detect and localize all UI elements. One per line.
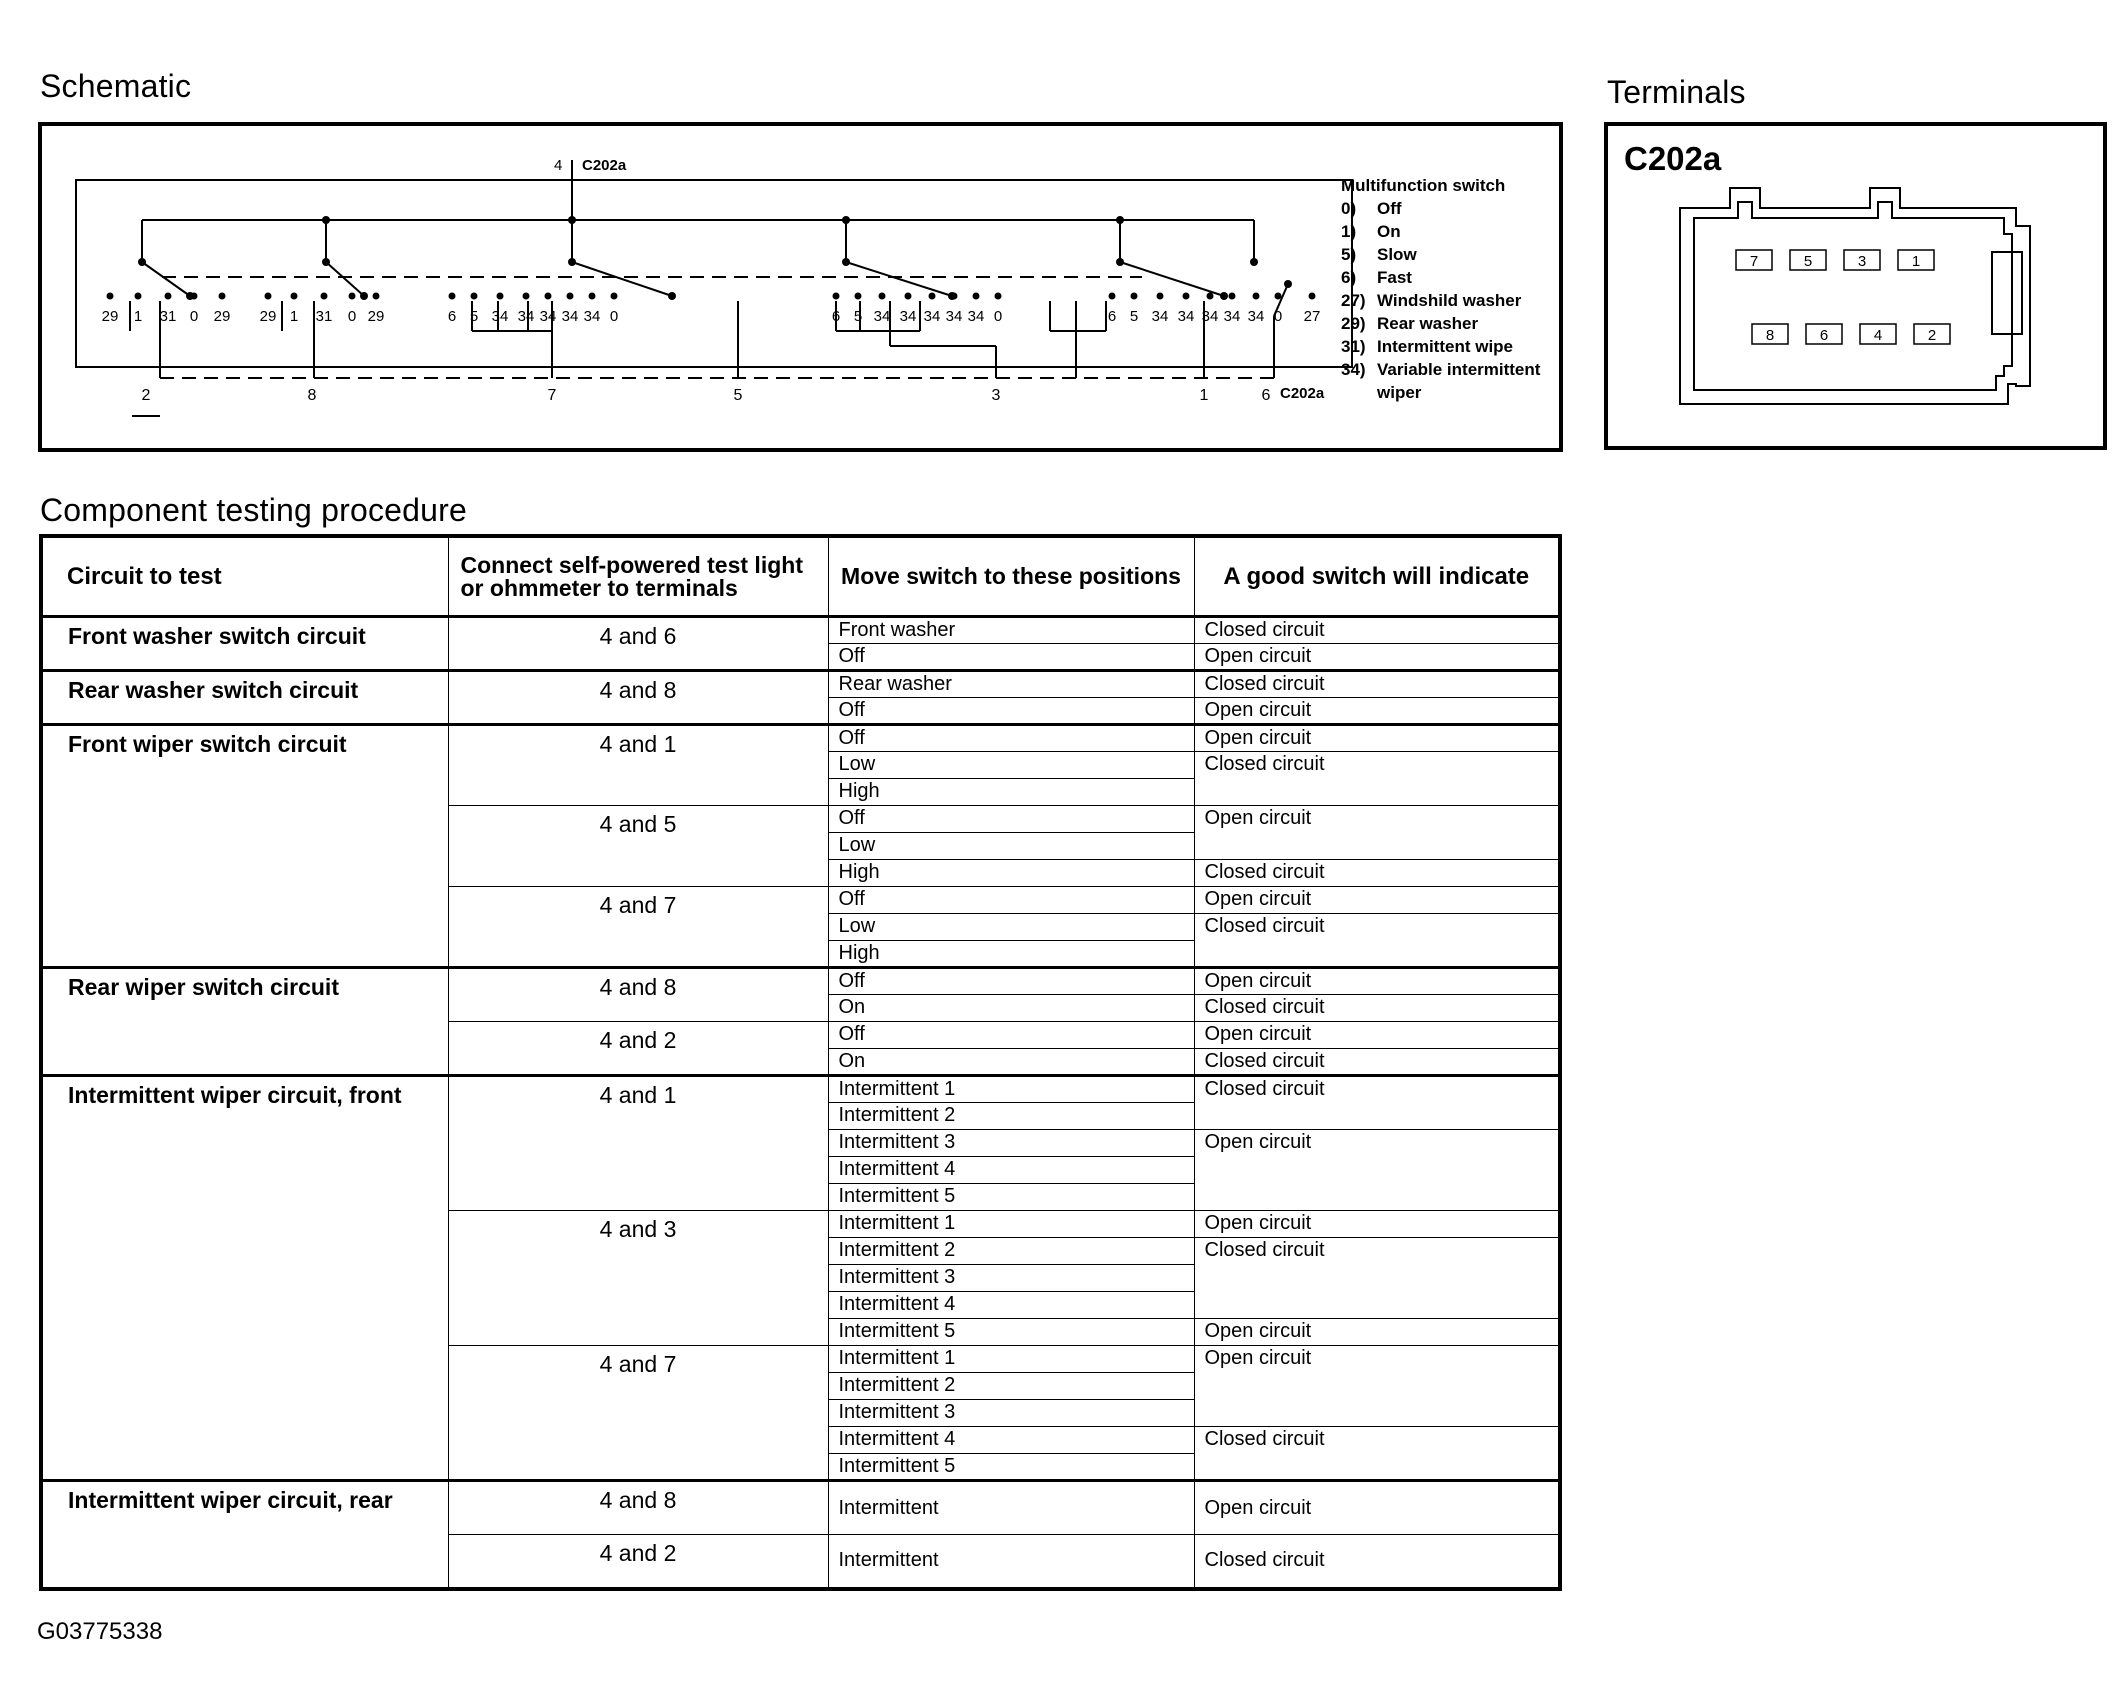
connector-top-pin: 4 — [554, 157, 563, 174]
terminal-number-label: 34 — [873, 308, 891, 325]
position-cell: High — [828, 779, 1194, 806]
indication-cell: Open circuit — [1194, 698, 1560, 725]
position-cell: Rear washer — [828, 671, 1194, 698]
legend-title: Multifunction switch — [1341, 176, 1506, 195]
contact-dot — [219, 293, 226, 300]
pin-number: 2 — [1927, 327, 1937, 344]
connector-pin-label: 2 — [141, 387, 151, 404]
terminals-cell: 4 and 1 — [448, 1076, 828, 1211]
col-header-terminals: Connect self-powered test light or ohmmeter to terminals — [448, 536, 828, 617]
legend-item — [1341, 360, 1540, 380]
legend-item-label: Intermittent wipe — [1377, 337, 1514, 356]
position-cell: Off — [828, 725, 1194, 752]
connector-pin-label: 6 — [1261, 387, 1271, 404]
contact-dot — [1109, 293, 1116, 300]
terminal-connector-name: C202a — [1624, 140, 1722, 177]
terminals-cell: 4 and 5 — [448, 806, 828, 887]
terminal-number-label: 34 — [1151, 308, 1169, 325]
connector-top-name: C202a — [582, 157, 627, 174]
schematic-panel — [38, 122, 1563, 452]
terminal-number-label: 34 — [517, 308, 535, 325]
position-cell: Off — [828, 968, 1194, 995]
connector-pin-label: 1 — [1199, 387, 1209, 404]
contact-dot — [973, 293, 980, 300]
terminal-number-label: 6 — [831, 308, 841, 325]
terminal-number-label: 34 — [583, 308, 601, 325]
contact-dot — [349, 293, 356, 300]
contact-dot — [497, 293, 504, 300]
terminal-number-label: 6 — [1107, 308, 1117, 325]
position-cell: Intermittent 2 — [828, 1238, 1194, 1265]
legend-item — [1341, 268, 1412, 288]
position-cell: Low — [828, 752, 1194, 779]
contact-dot — [107, 293, 114, 300]
terminal-number-label: 34 — [1223, 308, 1241, 325]
circuit-cell: Rear washer switch circuit — [41, 671, 448, 725]
terminal-number-label: 31 — [315, 308, 333, 325]
position-cell: Low — [828, 833, 1194, 860]
contact-dot — [1131, 293, 1138, 300]
position-cell: Intermittent 5 — [828, 1319, 1194, 1346]
position-cell: Off — [828, 644, 1194, 671]
connector-face-diagram — [1608, 126, 2103, 446]
connector-bottom-name: C202a — [1280, 385, 1325, 402]
col-header-positions: Move switch to these positions — [828, 536, 1194, 617]
indication-cell: Closed circuit — [1194, 617, 1560, 644]
terminal-number-label: 6 — [447, 308, 457, 325]
terminal-number-label: 34 — [1247, 308, 1265, 325]
terminal-number-label: 34 — [923, 308, 941, 325]
terminal-number-label: 0 — [347, 308, 357, 325]
table-row — [41, 725, 1560, 752]
pin-number: 6 — [1819, 327, 1829, 344]
position-cell: Off — [828, 698, 1194, 725]
terminal-number-label: 29 — [259, 308, 277, 325]
contact-dot — [1275, 293, 1282, 300]
position-cell: Front washer — [828, 617, 1194, 644]
pin-number: 5 — [1803, 253, 1813, 270]
contact-dot — [567, 293, 574, 300]
contact-dot — [191, 293, 198, 300]
terminal-number-label: 34 — [967, 308, 985, 325]
contact-dot — [291, 293, 298, 300]
legend-item-label: Variable intermittent — [1377, 360, 1541, 379]
indication-cell: Open circuit — [1194, 1319, 1560, 1346]
legend-item — [1341, 291, 1521, 311]
indication-cell: Open circuit — [1194, 806, 1560, 860]
legend-item-label: Off — [1377, 199, 1402, 218]
contact-dot — [833, 293, 840, 300]
terminal-number-label: 34 — [539, 308, 557, 325]
legend-item — [1341, 337, 1513, 357]
contact-dot — [449, 293, 456, 300]
contact-dot — [135, 293, 142, 300]
position-cell: Intermittent 2 — [828, 1103, 1194, 1130]
terminals-cell: 4 and 7 — [448, 1346, 828, 1481]
position-cell: Intermittent 5 — [828, 1184, 1194, 1211]
contact-dot — [929, 293, 936, 300]
terminal-number-label: 1 — [133, 308, 143, 325]
pin-number: 7 — [1749, 253, 1759, 270]
contact-dot — [165, 293, 172, 300]
position-cell: Off — [828, 1022, 1194, 1049]
indication-cell: Open circuit — [1194, 644, 1560, 671]
position-cell: Intermittent 5 — [828, 1454, 1194, 1481]
terminal-number-label: 34 — [491, 308, 509, 325]
terminal-number-label: 34 — [561, 308, 579, 325]
figure-id: G03775338 — [37, 1618, 163, 1645]
position-cell: High — [828, 860, 1194, 887]
terminal-number-label: 34 — [1177, 308, 1195, 325]
terminal-number-label: 0 — [189, 308, 199, 325]
terminal-number-label: 0 — [993, 308, 1003, 325]
legend-item — [1341, 245, 1417, 265]
terminals-cell: 4 and 7 — [448, 887, 828, 968]
contact-dot — [905, 293, 912, 300]
terminals-panel — [1604, 122, 2107, 450]
pin-number: 8 — [1765, 327, 1775, 344]
terminal-number-label: 5 — [853, 308, 863, 325]
legend-item-number: 5) — [1341, 245, 1357, 264]
position-cell: On — [828, 995, 1194, 1022]
position-cell: Intermittent 4 — [828, 1427, 1194, 1454]
legend-item-number: 29) — [1341, 314, 1366, 333]
terminal-number-label: 34 — [1201, 308, 1219, 325]
connector-pin-label: 5 — [733, 387, 743, 404]
terminals-cell: 4 and 3 — [448, 1211, 828, 1346]
table-row — [41, 1481, 1560, 1535]
legend-item-label: Slow — [1377, 245, 1417, 264]
position-cell: On — [828, 1049, 1194, 1076]
terminal-number-label: 5 — [469, 308, 479, 325]
terminals-cell: 4 and 8 — [448, 671, 828, 725]
terminals-cell: 4 and 2 — [448, 1022, 828, 1076]
legend-item — [1341, 222, 1401, 242]
connector-pin-label: 3 — [991, 387, 1001, 404]
legend-item — [1341, 383, 1421, 403]
terminals-cell: 4 and 1 — [448, 725, 828, 806]
indication-cell: Closed circuit — [1194, 995, 1560, 1022]
pin-number: 1 — [1911, 253, 1921, 270]
procedure-table — [39, 534, 1562, 1591]
connector-pin-label: 7 — [547, 387, 557, 404]
circuit-cell: Intermittent wiper circuit, front — [41, 1076, 448, 1481]
legend-item-label: wiper — [1377, 383, 1422, 402]
contact-dot — [471, 293, 478, 300]
position-cell: Low — [828, 914, 1194, 941]
terminals-cell: 4 and 8 — [448, 1481, 828, 1535]
legend-item — [1341, 199, 1402, 219]
terminal-number-label: 0 — [1273, 308, 1283, 325]
legend-item-number: 0) — [1341, 199, 1357, 218]
indication-cell: Closed circuit — [1194, 671, 1560, 698]
contact-dot — [855, 293, 862, 300]
contact-dot — [523, 293, 530, 300]
table-row — [41, 1076, 1560, 1103]
indication-cell: Closed circuit — [1194, 1049, 1560, 1076]
legend-item-number: 6) — [1341, 268, 1357, 287]
legend-item-label: Windshild washer — [1377, 291, 1522, 310]
indication-cell: Closed circuit — [1194, 1535, 1560, 1589]
position-cell: Off — [828, 806, 1194, 833]
contact-dot — [589, 293, 596, 300]
indication-cell: Closed circuit — [1194, 1427, 1560, 1481]
position-cell: Intermittent 1 — [828, 1076, 1194, 1103]
circuit-cell: Intermittent wiper circuit, rear — [41, 1481, 448, 1589]
terminal-number-label: 34 — [899, 308, 917, 325]
legend-item-number: 34) — [1341, 360, 1366, 379]
contact-dot — [545, 293, 552, 300]
terminals-cell: 4 and 6 — [448, 617, 828, 671]
circuit-cell: Front wiper switch circuit — [41, 725, 448, 968]
terminals-heading: Terminals — [1607, 74, 1746, 110]
indication-cell: Closed circuit — [1194, 1238, 1560, 1319]
terminal-number-label: 27 — [1303, 308, 1321, 325]
indication-cell: Closed circuit — [1194, 914, 1560, 968]
terminal-number-label: 29 — [101, 308, 119, 325]
terminals-cell: 4 and 2 — [448, 1535, 828, 1589]
position-cell: High — [828, 941, 1194, 968]
terminal-number-label: 5 — [1129, 308, 1139, 325]
contact-dot — [1157, 293, 1164, 300]
legend-item-number: 27) — [1341, 291, 1366, 310]
position-cell: Intermittent — [828, 1481, 1194, 1535]
position-cell: Intermittent 4 — [828, 1157, 1194, 1184]
col-header-circuit: Circuit to test — [41, 536, 448, 617]
position-cell: Intermittent 3 — [828, 1130, 1194, 1157]
position-cell: Intermittent — [828, 1535, 1194, 1589]
terminal-number-label: 31 — [159, 308, 177, 325]
procedure-heading: Component testing procedure — [40, 492, 467, 528]
contact-dot — [1183, 293, 1190, 300]
indication-cell: Open circuit — [1194, 1211, 1560, 1238]
legend-item-label: Fast — [1377, 268, 1412, 287]
position-cell: Intermittent 1 — [828, 1346, 1194, 1373]
contact-dot — [951, 293, 958, 300]
pin-number: 3 — [1857, 253, 1867, 270]
contact-dot — [321, 293, 328, 300]
contact-dot — [1207, 293, 1214, 300]
table-row — [41, 671, 1560, 698]
indication-cell: Open circuit — [1194, 887, 1560, 914]
terminals-cell: 4 and 8 — [448, 968, 828, 1022]
contact-dot — [995, 293, 1002, 300]
circuit-cell: Rear wiper switch circuit — [41, 968, 448, 1076]
position-cell: Off — [828, 887, 1194, 914]
col-header-indication: A good switch will indicate — [1194, 536, 1560, 617]
indication-cell: Open circuit — [1194, 725, 1560, 752]
terminal-number-label: 29 — [367, 308, 385, 325]
contact-dot — [1253, 293, 1260, 300]
indication-cell: Open circuit — [1194, 1346, 1560, 1427]
contact-dot — [1229, 293, 1236, 300]
position-cell: Intermittent 3 — [828, 1265, 1194, 1292]
contact-dot — [373, 293, 380, 300]
pin-number: 4 — [1873, 327, 1883, 344]
contact-dot — [1309, 293, 1316, 300]
contact-dot — [265, 293, 272, 300]
legend-item-label: On — [1377, 222, 1401, 241]
position-cell: Intermittent 4 — [828, 1292, 1194, 1319]
legend-item-label: Rear washer — [1377, 314, 1479, 333]
indication-cell: Open circuit — [1194, 968, 1560, 995]
indication-cell: Open circuit — [1194, 1022, 1560, 1049]
legend-item — [1341, 314, 1478, 334]
connector-pin-label: 8 — [307, 387, 317, 404]
terminal-number-label: 0 — [609, 308, 619, 325]
table-row — [41, 968, 1560, 995]
position-cell: Intermittent 2 — [828, 1373, 1194, 1400]
terminal-number-label: 29 — [213, 308, 231, 325]
indication-cell: Open circuit — [1194, 1481, 1560, 1535]
indication-cell: Closed circuit — [1194, 860, 1560, 887]
position-cell: Intermittent 3 — [828, 1400, 1194, 1427]
contact-dot — [879, 293, 886, 300]
indication-cell: Closed circuit — [1194, 1076, 1560, 1130]
indication-cell: Closed circuit — [1194, 752, 1560, 806]
circuit-cell: Front washer switch circuit — [41, 617, 448, 671]
schematic-heading: Schematic — [40, 68, 192, 104]
table-row — [41, 617, 1560, 644]
legend-item-number: 1) — [1341, 222, 1357, 241]
legend-item-number: 31) — [1341, 337, 1366, 356]
terminal-number-label: 34 — [945, 308, 963, 325]
indication-cell: Open circuit — [1194, 1130, 1560, 1211]
terminal-number-label: 1 — [289, 308, 299, 325]
schematic-diagram — [42, 126, 1559, 448]
contact-dot — [611, 293, 618, 300]
position-cell: Intermittent 1 — [828, 1211, 1194, 1238]
